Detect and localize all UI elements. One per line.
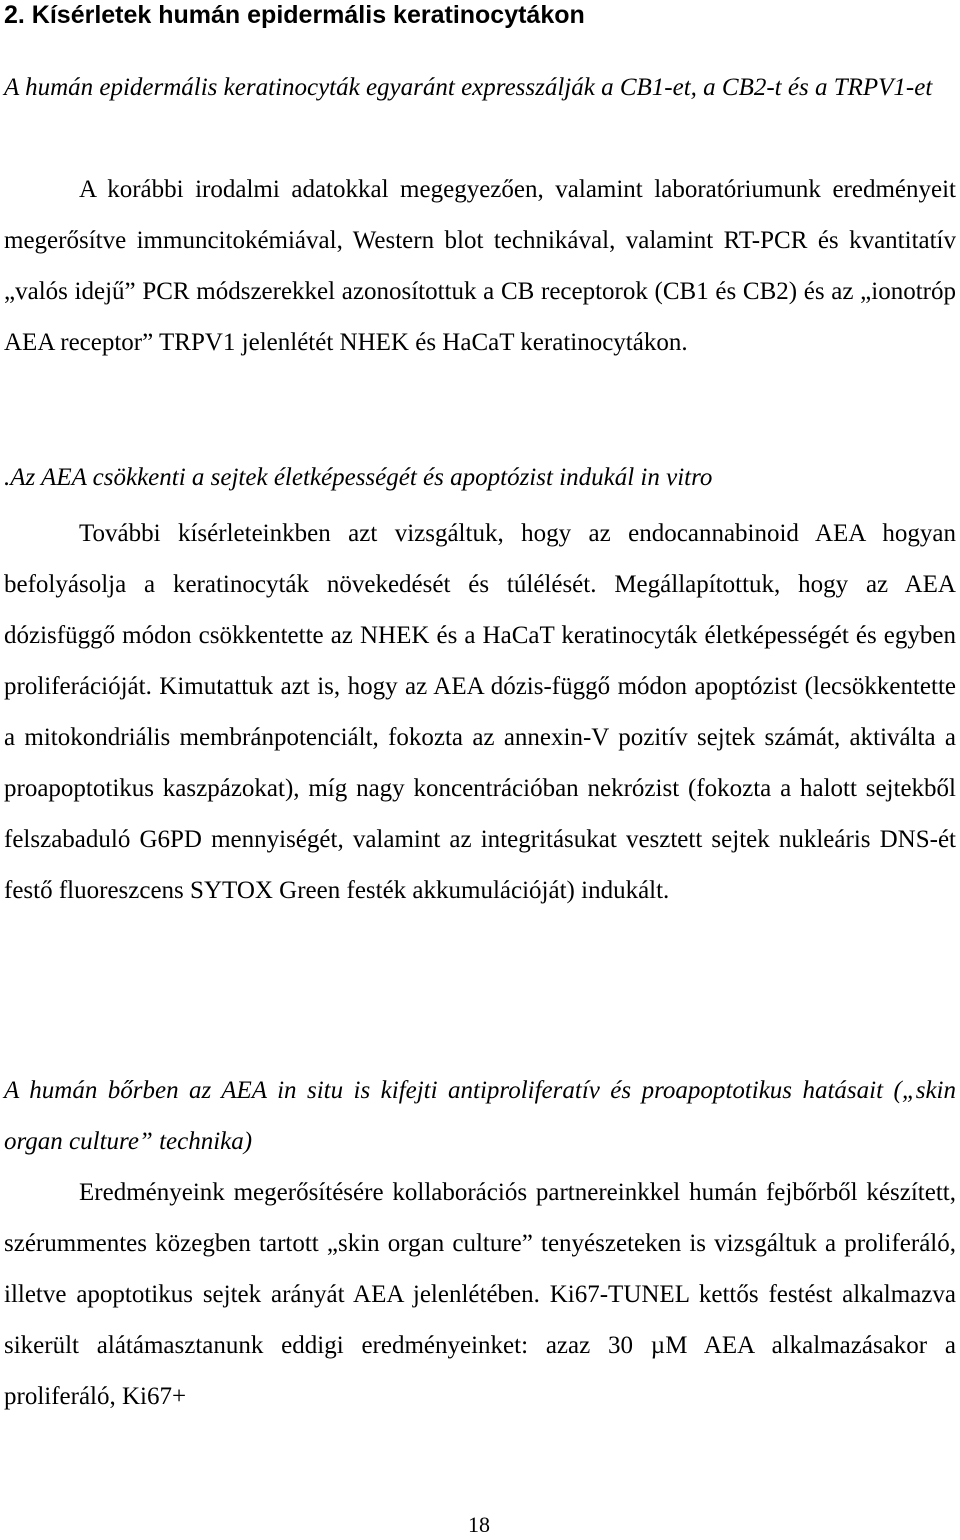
page-number: 18 bbox=[468, 1512, 490, 1537]
subsection-title-viability: .Az AEA csökkenti a sejtek életképességét és apoptózist indukál in vitro bbox=[4, 464, 713, 491]
subsection-title-skin-organ-culture: A humán bőrben az AEA in situ is kifejti antiproliferatív és proapoptotikus hatásait („skin organ culture” technika) bbox=[4, 1077, 956, 1155]
paragraph-viability-apoptosis: További kísérleteinkben azt vizsgáltuk, hogy az endocannabinoid AEA hogyan befolyásolja a keratinocyták növekedését és túlélését. Megállapítottuk, hogy az AEA dózisfüggő módon csökkentette az NHEK és a HaCaT keratinocyták életképességét és egyben proliferációját. Kimutattuk azt is, hogy az AEA dózis-függő módon apoptózist (lecsökkentette a mitokondriális membránpotenciált, fokozta az annexin-V pozitív sejtek számát, aktiválta a proapoptotikus kaszpázokat), míg nagy koncentrációban nekrózist (fokozta a halott sejtekből felszabaduló G6PD mennyiségét, valamint az integritásukat vesztett sejtek nukleáris DNS-ét festő fluoreszcens SYTOX Green festék akkumulációját) indukált. bbox=[4, 520, 956, 904]
paragraph-receptor-identification: A korábbi irodalmi adatokkal megegyezően, valamint laboratóriumunk eredményeit megerősítve immuncitokémiával, Western blot technikával, valamint RT-PCR és kvantitatív „valós idejű” PCR módszerekkel azonosítottuk a CB receptorok (CB1 és CB2) és az „ionotróp AEA receptor” TRPV1 jelenlétét NHEK és HaCaT keratinocytákon. bbox=[4, 176, 956, 356]
paragraph-skin-organ-culture: Eredményeink megerősítésére kollaborációs partnereinkkel humán fejbőrből készített, szérummentes közegben tartott „skin organ culture” tenyészeteken is vizsgáltuk a proliferáló, illetve apoptotikus sejtek arányát AEA jelenlétében. Ki67-TUNEL kettős festést alkalmazva sikerült alátámasztanunk eddigi eredményeinket: azaz 30 µM AEA alkalmazásakor a proliferáló, Ki67+ bbox=[4, 1179, 956, 1410]
section-title: 2. Kísérletek humán epidermális keratinocytákon bbox=[4, 1, 585, 29]
subsection-title-expression: A humán epidermális keratinocyták egyaránt expresszálják a CB1-et, a CB2-t és a TRPV1-et bbox=[4, 74, 933, 101]
